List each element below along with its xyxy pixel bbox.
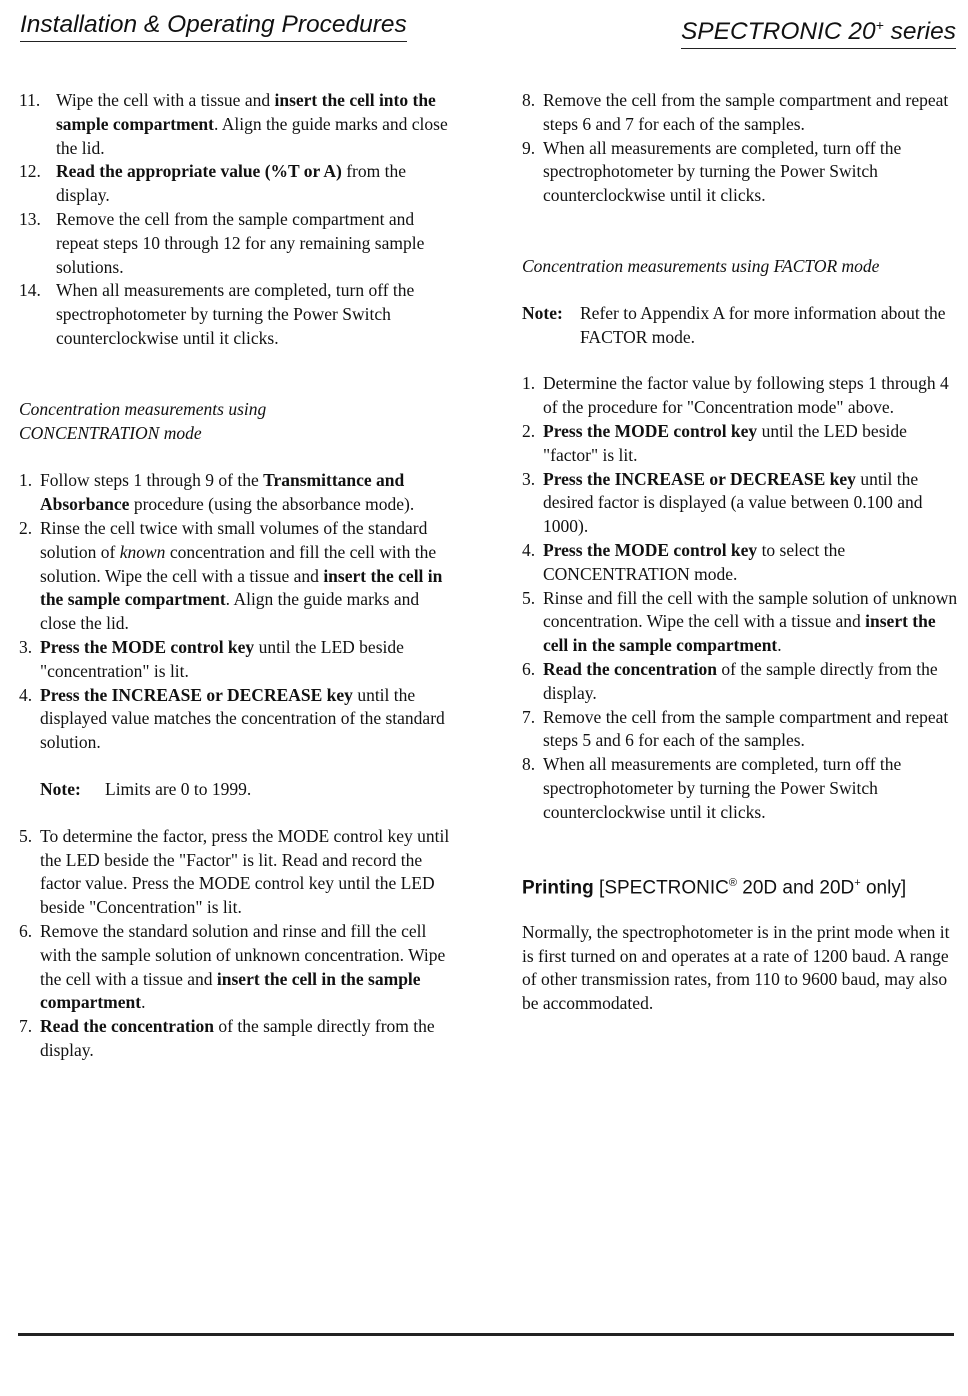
list-item bbox=[522, 420, 962, 468]
list-item bbox=[522, 539, 962, 587]
step-text: Press the MODE control key bbox=[40, 636, 255, 657]
step-number: 14. bbox=[19, 280, 41, 301]
steps-list-concentration bbox=[19, 469, 459, 755]
step-text: of the sample directly from the display. bbox=[40, 1016, 435, 1060]
step-number: 2. bbox=[522, 420, 536, 441]
list-item bbox=[522, 658, 962, 706]
list-item bbox=[522, 89, 962, 137]
step-text: of the sample directly from the display. bbox=[543, 658, 938, 703]
step-number: 2. bbox=[19, 517, 33, 538]
step-number: 7. bbox=[522, 706, 536, 727]
step-text: known bbox=[119, 541, 166, 562]
step-number: 5. bbox=[522, 587, 536, 608]
right-column bbox=[522, 89, 962, 1016]
printing-paragraph: Normally, the spectrophotometer is in the print mode when it is first turned on and operates at a rate of 1200 baud. A range of other transmission rates, from 110 to 9600 baud, may also be accommodated. bbox=[522, 921, 950, 1014]
list-item bbox=[19, 517, 459, 636]
step-text: Rinse and fill the cell with the sample solution of unknown concentration. Wipe the cell with a tissue and bbox=[543, 587, 958, 632]
step-text: to select the CONCENTRATION mode. bbox=[543, 539, 846, 584]
header-left-title: Installation & Operating Procedures bbox=[20, 10, 407, 42]
step-number: 11. bbox=[19, 90, 41, 110]
step-text: insert the cell into the sample compartment bbox=[56, 90, 436, 134]
list-item bbox=[19, 279, 459, 350]
step-text: Remove the standard solution and rinse and fill the cell with the sample solution of unknown concentration. Wipe the cell with a tissue and bbox=[40, 920, 446, 989]
step-text: Press the MODE control key bbox=[543, 539, 758, 560]
step-text: When all measurements are completed, turn off the spectrophotometer by turning the Power Switch counterclockwise until it clicks. bbox=[543, 754, 902, 822]
step-text: insert the cell in the sample compartment bbox=[40, 565, 443, 610]
step-text: Remove the cell from the sample compartment and repeat steps 6 and 7 for each of the samples. bbox=[543, 90, 949, 134]
steps-list-factor bbox=[522, 372, 962, 824]
list-item bbox=[19, 469, 459, 517]
list-item bbox=[19, 636, 459, 684]
step-number: 6. bbox=[522, 658, 536, 679]
note-limits: Note: Limits are 0 to 1999. bbox=[40, 778, 252, 799]
list-item bbox=[522, 468, 962, 539]
list-item bbox=[19, 160, 459, 208]
step-text: procedure (using the absorbance mode). bbox=[129, 494, 415, 515]
step-number: 9. bbox=[522, 137, 536, 158]
step-text: Press the MODE control key bbox=[543, 420, 758, 441]
step-text: insert the cell in the sample compartment bbox=[40, 968, 421, 1013]
subhead-concentration-mode: Concentration measurements using CONCENTRATION mode bbox=[19, 398, 267, 443]
step-number: 12. bbox=[19, 161, 41, 182]
step-number: 8. bbox=[522, 90, 536, 110]
step-text: Transmittance and Absorbance bbox=[40, 470, 405, 515]
step-number: 4. bbox=[522, 539, 536, 560]
step-number: 4. bbox=[19, 684, 33, 705]
step-text: When all measurements are completed, turn off the spectrophotometer by turning the Power Switch counterclockwise until it clicks. bbox=[56, 280, 415, 348]
step-text: Remove the cell from the sample compartment and repeat steps 10 through 12 for any remaining sample solutions. bbox=[56, 208, 425, 277]
step-text: To determine the factor, press the MODE control key until the LED beside the "Factor" is lit. Read and record the factor value. Press the MODE control key until the LED beside "Concentration" is lit. bbox=[40, 825, 450, 918]
step-text: Read the concentration bbox=[40, 1016, 215, 1037]
step-text: Determine the factor value by following steps 1 through 4 of the procedure for "Concentration mode" above. bbox=[543, 373, 949, 418]
step-text: . Align the guide marks and close the lid. bbox=[56, 113, 448, 158]
step-text: Rinse the cell twice with small volumes of the standard solution of bbox=[40, 517, 428, 562]
list-item bbox=[19, 684, 459, 755]
step-text: . bbox=[777, 635, 782, 656]
step-text: Read the concentration bbox=[543, 658, 718, 679]
header-right-title: SPECTRONIC 20+ series bbox=[681, 10, 956, 49]
step-text: Remove the cell from the sample compartment and repeat steps 5 and 6 for each of the samples. bbox=[543, 706, 949, 751]
steps-list-right-continued bbox=[522, 89, 962, 208]
step-number: 1. bbox=[522, 373, 536, 394]
subhead-factor-mode: Concentration measurements using FACTOR mode bbox=[522, 255, 880, 276]
step-text: Press the INCREASE or DECREASE key bbox=[543, 468, 856, 489]
step-number: 13. bbox=[19, 208, 41, 229]
list-item bbox=[522, 587, 962, 658]
step-text: until the LED beside "factor" is lit. bbox=[543, 420, 907, 465]
note-appendix: Note: Refer to Appendix A for more information about the FACTOR mode. bbox=[522, 302, 946, 347]
step-number: 3. bbox=[19, 636, 33, 657]
step-text: Follow steps 1 through 9 of the bbox=[40, 470, 264, 491]
step-text: from the display. bbox=[56, 161, 406, 206]
step-text: . Align the guide marks and close the lid. bbox=[40, 589, 420, 634]
list-item bbox=[19, 208, 459, 279]
left-column bbox=[19, 89, 459, 1063]
step-text: concentration and fill the cell with the solution. Wipe the cell with a tissue and bbox=[40, 541, 437, 586]
steps-list-continued bbox=[19, 89, 459, 351]
step-text: until the LED beside "concentration" is lit. bbox=[40, 636, 404, 681]
step-text: Read the appropriate value (%T or A) bbox=[56, 161, 342, 182]
step-number: 8. bbox=[522, 754, 536, 775]
list-item bbox=[522, 137, 962, 208]
step-number: 5. bbox=[19, 825, 33, 846]
list-item bbox=[522, 706, 962, 754]
list-item bbox=[522, 372, 962, 420]
footer-rule bbox=[18, 1333, 954, 1336]
step-text: until the desired factor is displayed (a value between 0.100 and 1000). bbox=[543, 468, 923, 537]
step-text: Wipe the cell with a tissue and bbox=[56, 90, 275, 110]
step-text: insert the cell in the sample compartment bbox=[543, 611, 936, 656]
list-item bbox=[19, 920, 459, 1015]
step-number: 3. bbox=[522, 468, 536, 489]
step-number: 1. bbox=[19, 470, 33, 491]
step-text: When all measurements are completed, turn off the spectrophotometer by turning the Power Switch counterclockwise until it clicks. bbox=[543, 137, 902, 206]
step-text: . bbox=[141, 992, 146, 1013]
step-number: 6. bbox=[19, 920, 33, 941]
list-item bbox=[19, 825, 459, 920]
step-text: until the displayed value matches the concentration of the standard solution. bbox=[40, 684, 445, 753]
step-text: Press the INCREASE or DECREASE key bbox=[40, 684, 353, 705]
list-item bbox=[522, 753, 962, 824]
printing-heading: Printing [SPECTRONIC® 20D and 20D+ only] bbox=[522, 876, 907, 898]
list-item bbox=[19, 89, 459, 160]
list-item bbox=[19, 1015, 459, 1063]
step-number: 7. bbox=[19, 1016, 33, 1037]
steps-list-concentration-cont bbox=[19, 825, 459, 1063]
